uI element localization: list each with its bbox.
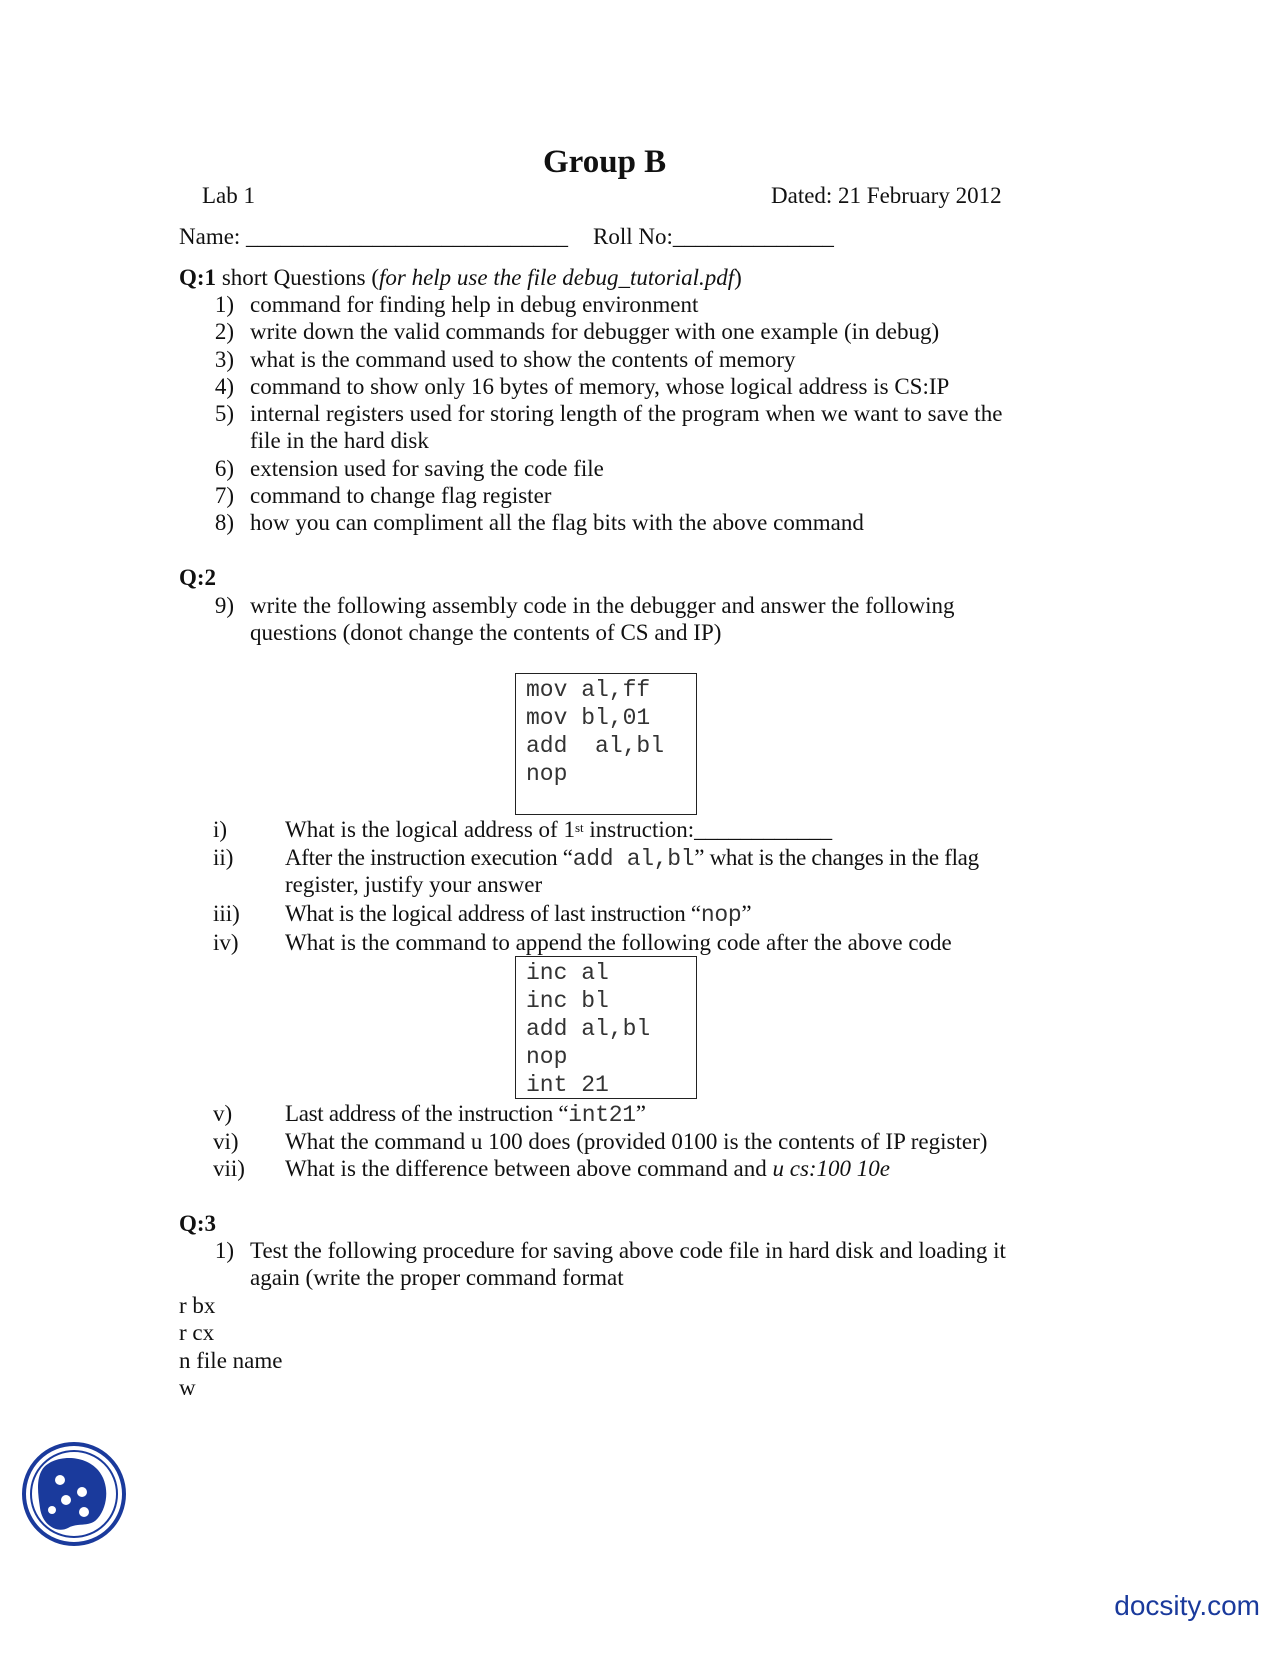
- subq-num: v): [213, 1101, 233, 1126]
- code-block-2: [515, 956, 697, 1099]
- q2-item-text: write the following assembly code in the debugger and answer the following: [250, 593, 955, 618]
- q1-heading: [179, 264, 742, 292]
- inline-code: int21: [568, 1102, 636, 1128]
- q1-intro-end: ): [734, 265, 742, 290]
- q3-item-num: 1): [214, 1238, 234, 1263]
- q3-label: Q:3: [179, 1211, 217, 1236]
- subq-text: [285, 900, 751, 929]
- subq-text: What is the command to append the following code after the above code: [285, 930, 952, 955]
- docsity-brand-link[interactable]: docsity.com: [1114, 1590, 1260, 1621]
- name-field-label: Name: ____________________________: [179, 224, 569, 249]
- code-line: inc bl: [526, 988, 609, 1014]
- inline-code: nop: [700, 902, 742, 928]
- subq-num: vi): [213, 1129, 239, 1154]
- subq-text-part: ”: [635, 1101, 646, 1126]
- code-line: inc al: [526, 960, 609, 986]
- subq-text: [285, 1155, 890, 1183]
- code-line: add al,bl: [526, 1016, 651, 1042]
- subq-text-part: instruction:____________: [583, 817, 833, 842]
- roll-field-label: Roll No:______________: [593, 224, 834, 249]
- subq-text-part: Last address of the instruction “: [285, 1101, 569, 1126]
- subq-num: iv): [213, 930, 239, 955]
- code-line: mov bl,01: [526, 705, 651, 731]
- q1-item-num: 4): [214, 374, 234, 399]
- code-line: add al,bl: [526, 733, 665, 759]
- subq-num: i): [213, 817, 228, 842]
- date-label: Dated: 21 February 2012: [771, 183, 1002, 208]
- q1-item-text: what is the command used to show the contents of memory: [250, 347, 796, 372]
- subq-text: [285, 1100, 646, 1129]
- q2-label: Q:2: [179, 565, 217, 590]
- subq-text-part: ”: [741, 901, 752, 926]
- q1-item-text-cont: file in the hard disk: [250, 428, 429, 453]
- subq-text-part: ” what is the changes in the flag: [694, 845, 979, 870]
- subq-text-part: What is the logical address of 1: [285, 817, 575, 842]
- subq-num: iii): [213, 901, 240, 926]
- q1-item-num: 6): [214, 456, 234, 481]
- q1-item-text: extension used for saving the code file: [250, 456, 604, 481]
- q1-item-num: 5): [214, 401, 234, 426]
- q1-label: Q:1: [179, 265, 217, 290]
- q1-item-num: 3): [214, 347, 234, 372]
- subq-text-italic: u cs:100 10e: [772, 1156, 891, 1181]
- q1-item-text: how you can compliment all the flag bits with the above command: [250, 510, 864, 535]
- q3-item-text: Test the following procedure for saving above code file in hard disk and loading it: [250, 1238, 1006, 1263]
- q1-intro-italic: for help use the file debug_tutorial.pdf: [378, 265, 735, 290]
- q1-item-num: 8): [214, 510, 234, 535]
- subq-text-part: What is the difference between above command and: [285, 1156, 773, 1181]
- q1-item-text: internal registers used for storing length of the program when we want to save the: [250, 401, 1003, 426]
- ordinal-suffix: st: [574, 820, 584, 835]
- subq-text-part: After the instruction execution “: [285, 845, 573, 870]
- docsity-logo-icon[interactable]: [20, 1440, 128, 1548]
- q3-step: r bx: [179, 1293, 216, 1318]
- code-line: int 21: [526, 1072, 609, 1098]
- subq-text: [285, 844, 979, 873]
- subq-text-cont: register, justify your answer: [285, 872, 543, 897]
- inline-code: add al,bl: [572, 846, 695, 872]
- subq-text: What the command u 100 does (provided 0100 is the contents of IP register): [285, 1129, 988, 1154]
- subq-num: vii): [213, 1156, 245, 1181]
- q1-item-text: command to show only 16 bytes of memory, whose logical address is CS:IP: [250, 374, 950, 399]
- q1-item-text: write down the valid commands for debugger with one example (in debug): [250, 319, 940, 344]
- q3-step: r cx: [179, 1320, 215, 1345]
- code-line: nop: [526, 761, 568, 787]
- code-line: mov al,ff: [526, 677, 651, 703]
- code-block-1: [515, 673, 697, 815]
- code-line: nop: [526, 1044, 568, 1070]
- q2-item-num: 9): [214, 593, 234, 618]
- q1-item-text: command to change flag register: [250, 483, 552, 508]
- q3-item-text-cont: again (write the proper command format: [250, 1265, 624, 1290]
- q1-item-num: 7): [214, 483, 234, 508]
- subq-num: ii): [213, 845, 234, 870]
- subq-text: [285, 816, 832, 844]
- q2-item-text-cont: questions (donot change the contents of CS and IP): [250, 620, 722, 645]
- q3-step: n file name: [179, 1348, 283, 1373]
- page-title: Group B: [543, 144, 667, 180]
- q1-item-text: command for finding help in debug environment: [250, 292, 699, 317]
- q1-item-num: 2): [214, 319, 234, 344]
- q1-intro: short Questions (: [216, 265, 379, 290]
- q3-step: w: [179, 1375, 196, 1400]
- lab-label: Lab 1: [202, 183, 256, 208]
- q1-item-num: 1): [214, 292, 234, 317]
- subq-text-part: What is the logical address of last instruction “: [285, 901, 701, 926]
